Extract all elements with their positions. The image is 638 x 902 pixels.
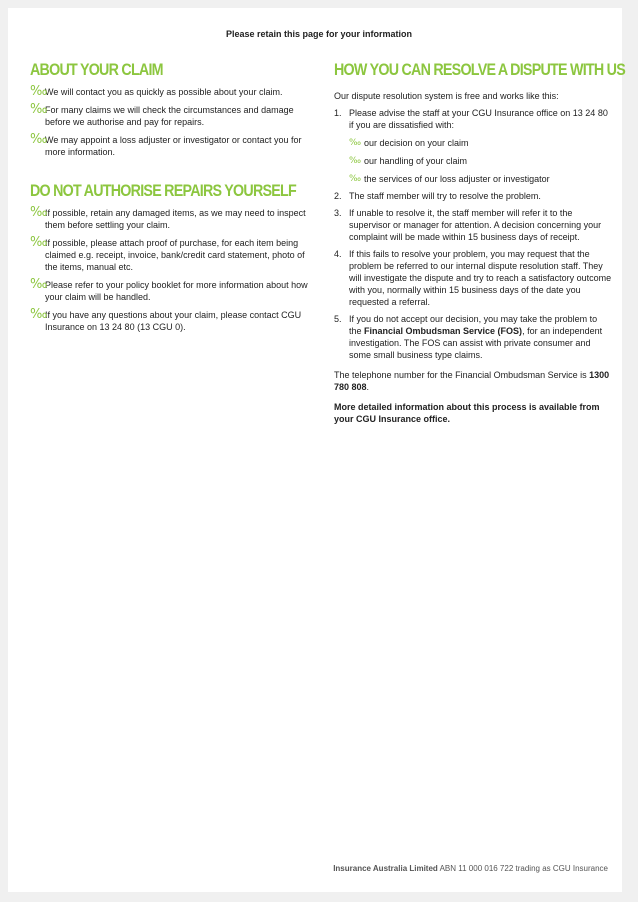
dispute-steps xyxy=(334,107,612,361)
step-text: If unable to resolve it, the staff member will refer it to the supervisor or manager for attention. A decision concerning your complaint will be made within 15 business days of receipt. xyxy=(349,208,602,242)
per-mille-bullet-icon: ‰ xyxy=(30,102,48,117)
step-number: 2. xyxy=(334,191,342,201)
step-text: If this fails to resolve your problem, you may request that the problem be referred to our internal dispute resolution staff. They will investigate the dispute and try to reach a satisfactory outcome with you, normally within 15 business days of the date you requested a referral. xyxy=(349,249,612,307)
list-item xyxy=(30,279,310,303)
sub-item xyxy=(349,155,612,167)
sub-item xyxy=(349,173,612,185)
step-number: 5. xyxy=(334,314,342,324)
footer xyxy=(333,864,608,873)
retain-note: Please retain this page for your information xyxy=(225,29,413,39)
dispute-intro: Our dispute resolution system is free and works like this: xyxy=(334,91,559,101)
dissatisfied-list xyxy=(349,137,612,185)
dispute-heading: HOW YOU CAN RESOLVE A DISPUTE WITH US xyxy=(334,60,625,79)
list-item-text: We may appoint a loss adjuster or investigator or contact you for more information. xyxy=(45,135,302,157)
fos-phone-paragraph xyxy=(334,369,612,393)
per-mille-bullet-icon: ‰ xyxy=(30,307,48,322)
list-item-text: If you have any questions about your claim, please contact CGU Insurance on 13 24 80 (13 CGU 0). xyxy=(45,310,302,332)
list-item-text: We will contact you as quickly as possible about your claim. xyxy=(45,87,283,97)
right-column xyxy=(334,60,625,425)
list-item xyxy=(30,309,310,333)
list-item-text: For many claims we will check the circumstances and damage before we authorise and pay for repairs. xyxy=(45,105,294,127)
list-item xyxy=(30,104,310,128)
step-item xyxy=(334,207,612,243)
list-item-text: If possible, please attach proof of purchase, for each item being claimed e.g. receipt, invoice, bank/credit card statement, photo of the items, manual etc. xyxy=(45,238,305,272)
left-column xyxy=(30,60,310,333)
phone-post: . xyxy=(366,382,370,392)
sub-item-text: the services of our loss adjuster or investigator xyxy=(364,174,550,184)
sub-item xyxy=(349,137,612,149)
closing-note: More detailed information about this process is available from your CGU Insurance office. xyxy=(334,402,600,424)
sub-item-text: our handling of your claim xyxy=(364,156,468,166)
fos-phone-number: 1300 780 808 xyxy=(334,370,610,392)
repairs-heading: DO NOT AUTHORISE REPAIRS YOURSELF xyxy=(30,181,296,200)
list-item xyxy=(30,237,310,273)
per-mille-bullet-icon: ‰ xyxy=(349,138,362,148)
per-mille-bullet-icon: ‰ xyxy=(30,84,48,99)
list-item-text: Please refer to your policy booklet for more information about how your claim will be handled. xyxy=(45,280,308,302)
per-mille-bullet-icon: ‰ xyxy=(30,235,48,250)
repairs-list xyxy=(30,207,310,333)
per-mille-bullet-icon: ‰ xyxy=(30,205,48,220)
step-text-pre: If you do not accept our decision, you may take the problem to the xyxy=(349,314,598,336)
step-text: Please advise the staff at your CGU Insurance office on 13 24 80 if you are dissatisfied with: xyxy=(349,108,608,130)
per-mille-bullet-icon: ‰ xyxy=(30,277,48,292)
step-number: 1. xyxy=(334,108,342,118)
list-item xyxy=(30,207,310,231)
step-item xyxy=(334,190,612,202)
about-claim-heading: ABOUT YOUR CLAIM xyxy=(30,60,163,79)
footer-company: Insurance Australia Limited xyxy=(333,864,438,873)
about-claim-list xyxy=(30,86,310,158)
per-mille-bullet-icon: ‰ xyxy=(30,132,48,147)
step-number: 3. xyxy=(334,208,342,218)
sub-item-text: our decision on your claim xyxy=(364,138,469,148)
per-mille-bullet-icon: ‰ xyxy=(349,156,362,166)
step-text: The staff member will try to resolve the problem. xyxy=(349,191,541,201)
footer-abn: ABN 11 000 016 722 trading as CGU Insurance xyxy=(437,864,608,873)
fos-name: Financial Ombudsman Service (FOS) xyxy=(364,326,523,336)
per-mille-bullet-icon: ‰ xyxy=(349,174,362,184)
list-item xyxy=(30,134,310,158)
list-item-text: If possible, retain any damaged items, as we may need to inspect them before settling your claim. xyxy=(45,208,306,230)
list-item xyxy=(30,86,310,98)
step-text-post: , for an independent investigation. The FOS can assist with private consumer and some small business type claims. xyxy=(349,326,603,360)
step-item xyxy=(334,107,612,185)
step-item xyxy=(334,313,612,361)
phone-pre: The telephone number for the Financial Ombudsman Service is xyxy=(334,370,590,380)
step-number: 4. xyxy=(334,249,342,259)
step-item xyxy=(334,248,612,308)
